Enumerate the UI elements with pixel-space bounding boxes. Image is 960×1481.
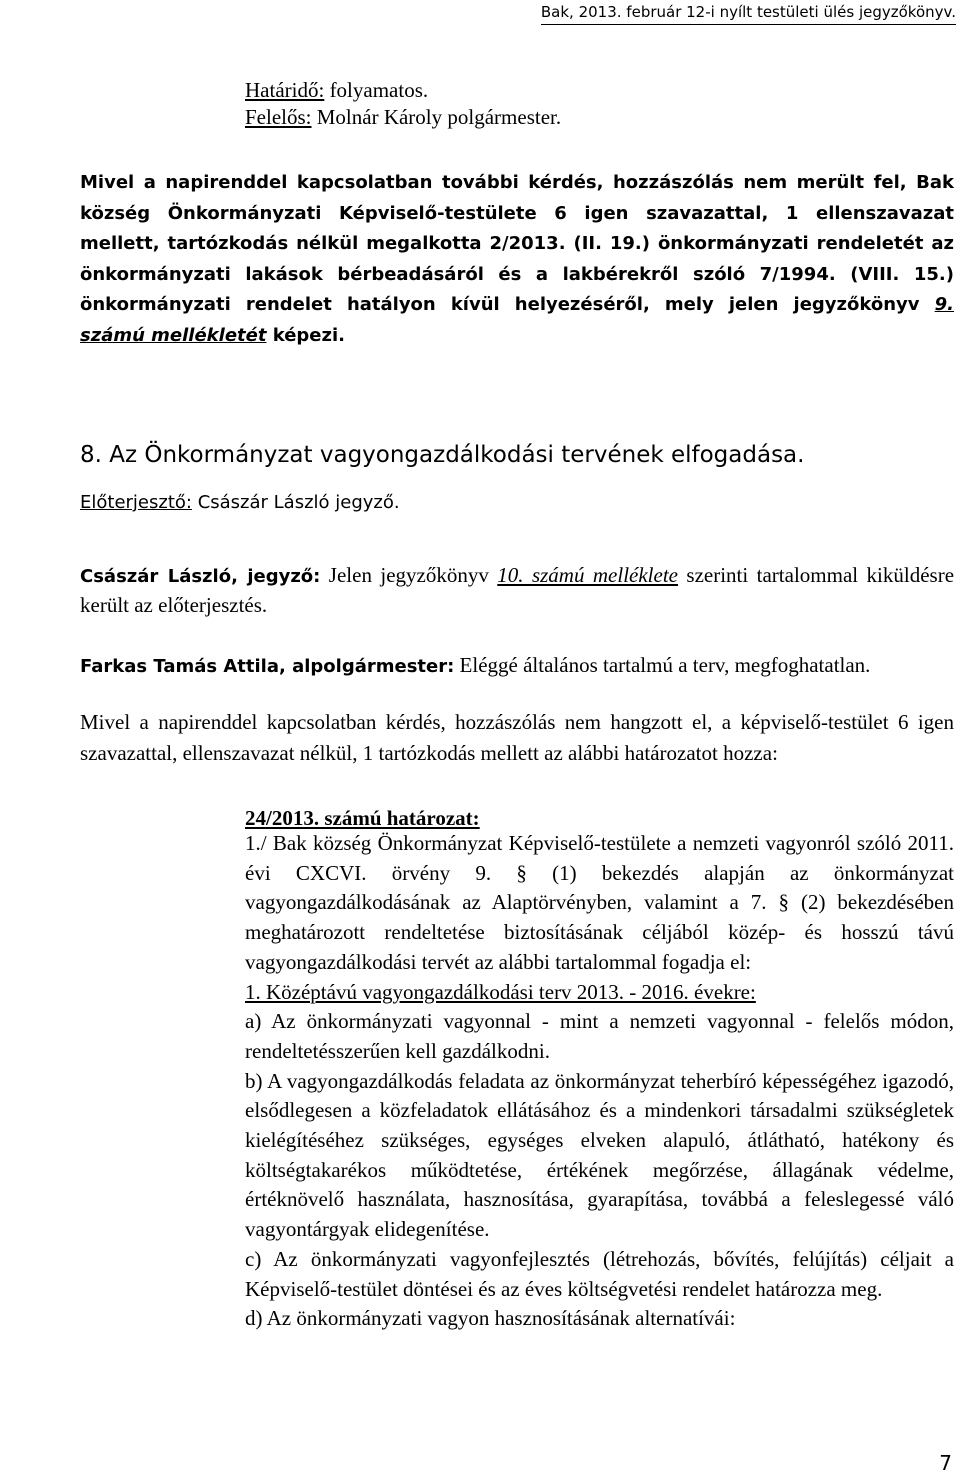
section-title: 8. Az Önkormányzat vagyongazdálkodási tervének elfogadása. xyxy=(80,442,805,468)
resolution-title: 24/2013. számú határozat: xyxy=(245,806,480,830)
responsible-label: Felelős: xyxy=(245,105,312,129)
annex-10-link: 10. számú melléklete xyxy=(497,563,678,587)
annex-9-link: 9. számú mellékletét xyxy=(80,294,954,346)
plan-item-b: b) A vagyongazdálkodás feladata az önkormányzat teherbíró képességéhez igazodó, elsődlegesen a közfeladatok ellátásához és a mindenkori társadalmi szükségletek kielégítéséhez szükséges, egységes elveken alapuló, átlátható, hatékony és költségtakarékos működtetése, értékének megőrzése, állagának védelme, értéknövelő használata, hasznosítása, gyarapítása, továbbá a feleslegessé váló vagyontárgyak elidegenítése. xyxy=(245,1068,954,1242)
speaker-name-1: Császár László, jegyző: xyxy=(80,566,321,587)
deadline-value: folyamatos. xyxy=(324,78,429,102)
decision-text: Mivel a napirenddel kapcsolatban további kérdés, hozzászólás nem merült fel, Bak község Önkormányzati Képviselő-testülete 6 igen szavazattal, 1 ellenszavazat mellett, tartózkodás nélkül megalkotta 2/2013. (II. 19.) önkormányzati rendeletét az önkormányzati lakások bérbeadásáról és a lakbérekről szóló 7/1994. (VIII. 15.) önkormányzati rendelet hatályon kívül helyezéséről, mely jelen jegyzőkönyv xyxy=(80,172,954,315)
resolution-intro: 1./ Bak község Önkormányzat Képviselő-testülete a nemzeti vagyonról szóló 2011. évi CXCVI. örvény 9. § (1) bekezdés alapján az önkormányzat vagyongazdálkodásának az Alaptörvényben, valamint a 7. § (2) bekezdésében meghatározott rendeltetése biztosításának céljából közép- és hosszú távú vagyongazdálkodási tervét az alábbi tartalommal fogadja el: xyxy=(245,831,954,974)
resolution-body xyxy=(245,829,954,1334)
page-number: 7 xyxy=(939,1451,952,1475)
presenter-value: Császár László jegyző. xyxy=(191,492,400,513)
vote-paragraph: Mivel a napirenddel kapcsolatban kérdés, hozzászólás nem hangzott el, a képviselő-testület 6 igen szavazattal, ellenszavazat nélkül, 1 tartózkodás mellett az alábbi határozatot hozza: xyxy=(80,710,954,765)
plan-item-d: d) Az önkormányzati vagyon hasznosításának alternatívái: xyxy=(245,1306,736,1331)
speaker-text-1: Jelen jegyzőkönyv xyxy=(320,563,498,587)
plan-item-a: a) Az önkormányzati vagyonnal - mint a nemzeti vagyonnal - felelős módon, rendeltetésszerűen kell gazdálkodni. xyxy=(245,1009,954,1063)
deadline-line xyxy=(245,77,845,104)
speaker-text-2: Eléggé általános tartalmú a terv, megfoghatatlan. xyxy=(454,653,871,677)
speaker-statement-2 xyxy=(80,651,954,681)
deadline-block xyxy=(245,77,845,131)
decision-paragraph xyxy=(80,168,954,351)
responsible-line xyxy=(245,104,845,131)
deadline-label: Határidő: xyxy=(245,78,325,102)
decision-text-end: képezi. xyxy=(266,324,345,346)
speaker-text-1-end: szerinti tartalommal kiküldésre került az előterjesztés. xyxy=(80,563,955,617)
speaker-name-2: Farkas Tamás Attila, alpolgármester: xyxy=(80,656,455,677)
presenter-label: Előterjesztő: xyxy=(80,492,192,513)
plan-item-c: c) Az önkormányzati vagyonfejlesztés (létrehozás, bővítés, felújítás) céljait a Képviselő-testület döntései és az éves költségvetési rendelet határozza meg. xyxy=(245,1246,954,1301)
speaker-statement-1 xyxy=(80,561,954,621)
presenter-line xyxy=(80,490,954,516)
running-header: Bak, 2013. február 12-i nyílt testületi ülés jegyzőkönyv. xyxy=(541,3,956,25)
responsible-value: Molnár Károly polgármester. xyxy=(311,105,562,129)
plan-heading: 1. Középtávú vagyongazdálkodási terv 2013. - 2016. évekre: xyxy=(245,979,756,1004)
